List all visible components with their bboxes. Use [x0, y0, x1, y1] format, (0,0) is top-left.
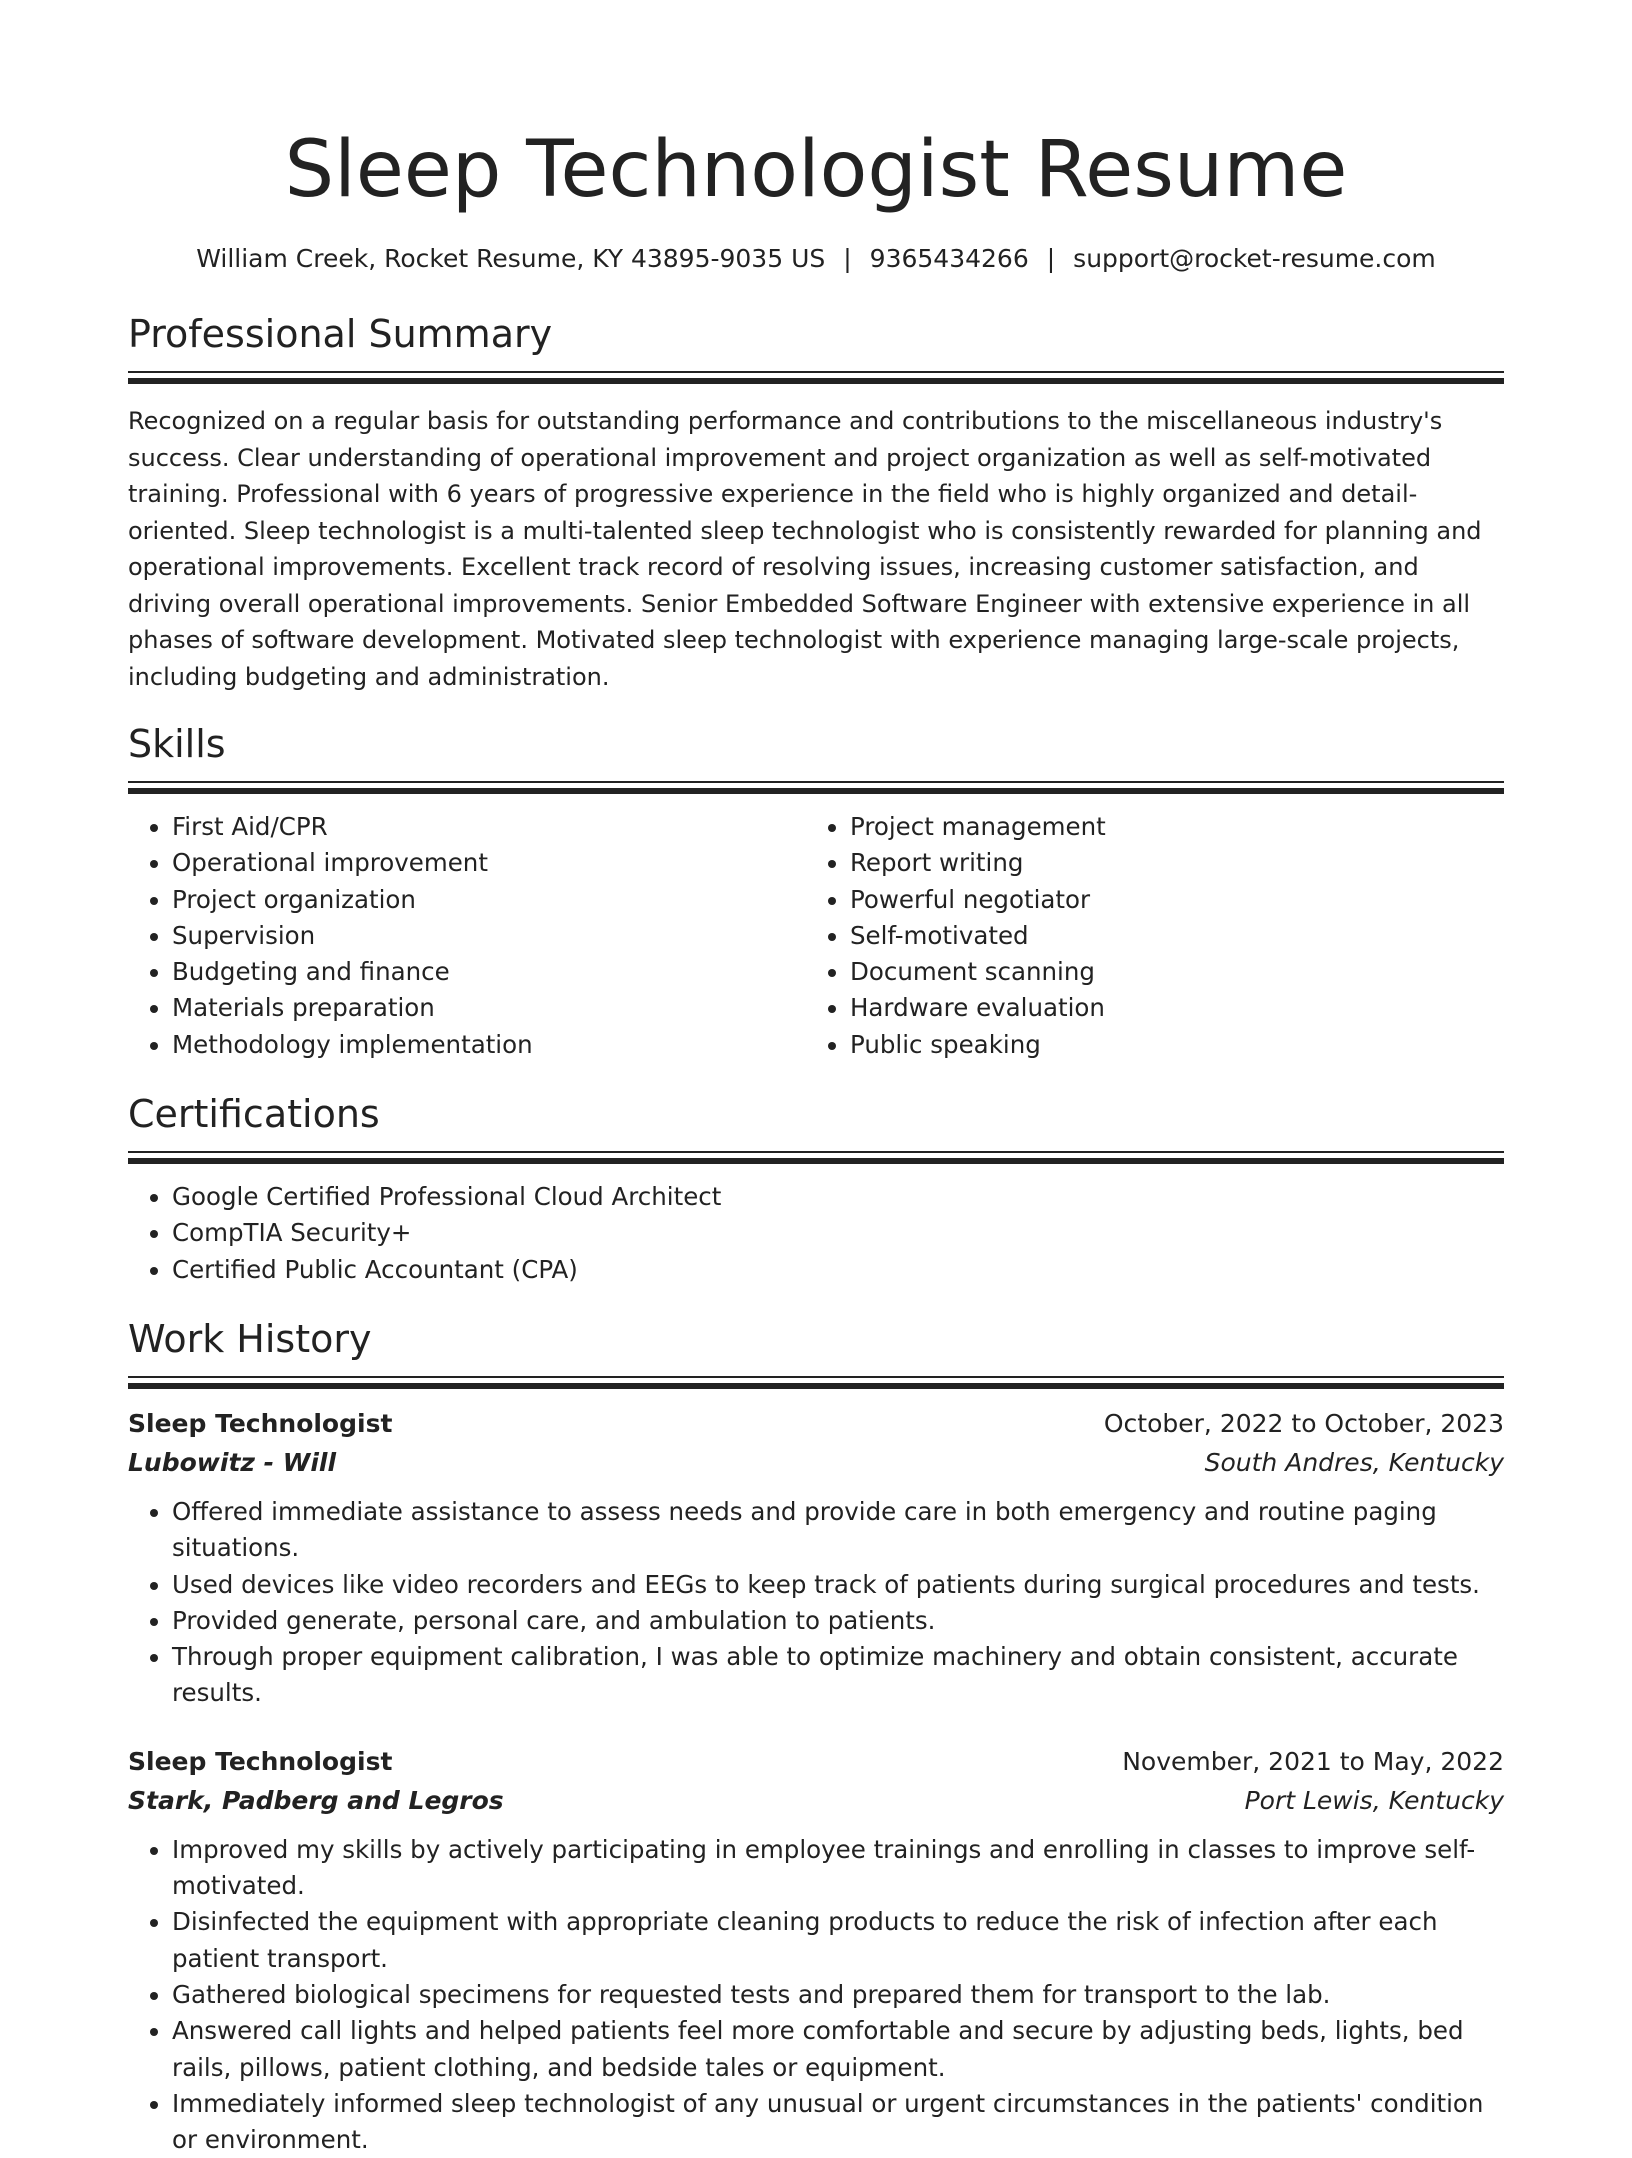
job-duty-item: • Provided generate, personal care, and ambulation to patients.: [172, 1603, 1504, 1639]
skill-item: • Budgeting and finance: [172, 954, 806, 990]
job-duty-item: • Used devices like video recorders and EEGs to keep track of patients during surgical procedures and tests.: [172, 1567, 1504, 1603]
job-duty-item: • Immediately informed sleep technologist of any unusual or urgent circumstances in the patients' condition or environment.: [172, 2086, 1504, 2158]
certifications-section: [128, 1089, 1504, 1288]
skill-item: • Public speaking: [850, 1027, 1484, 1063]
job-header-row: [128, 1742, 1504, 1781]
job-entry: [128, 1404, 1504, 1712]
job-duties-list: [128, 1832, 1504, 2158]
contact-separator: |: [1046, 244, 1056, 273]
work-history-heading: Work History: [128, 1316, 372, 1361]
section-divider: [128, 1376, 1504, 1388]
resume-page: [128, 0, 1504, 2158]
job-company-row: [128, 1443, 1504, 1482]
skill-item: • Document scanning: [850, 954, 1484, 990]
job-company-row: [128, 1781, 1504, 1820]
skills-columns: [128, 809, 1504, 1063]
skill-item: • Report writing: [850, 845, 1484, 881]
job-duty-item: • Offered immediate assistance to assess needs and provide care in both emergency and routine paging situations.: [172, 1494, 1504, 1567]
contact-email: support@rocket-resume.com: [1073, 244, 1436, 273]
job-duty-item: • Answered call lights and helped patients feel more comfortable and secure by adjusting beds, lights, bed rails, pillows, patient clothing, and bedside tales or equipment.: [172, 2013, 1504, 2086]
job-header-row: [128, 1404, 1504, 1443]
skills-section: [128, 719, 1504, 1063]
job-location: South Andres, Kentucky: [1204, 1447, 1504, 1477]
skill-item: • Self-motivated: [850, 918, 1484, 954]
job-duty-item: • Improved my skills by actively participating in employee trainings and enrolling in classes to improve self-motivated.: [172, 1832, 1504, 1905]
certifications-list: [128, 1179, 1504, 1288]
certifications-heading: Certifications: [128, 1092, 380, 1137]
job-company: Lubowitz - Will: [128, 1447, 337, 1477]
job-duty-item: • Gathered biological specimens for requested tests and prepared them for transport to the lab.: [172, 1977, 1504, 2013]
skill-item: • Powerful negotiator: [850, 882, 1484, 918]
skill-item: • Supervision: [172, 918, 806, 954]
skill-item: • Methodology implementation: [172, 1027, 806, 1063]
skill-item: • Project organization: [172, 882, 806, 918]
skills-column-left: [128, 809, 806, 1063]
section-divider: [128, 371, 1504, 383]
contact-address: William Creek, Rocket Resume, KY 43895-9035 US: [196, 244, 826, 273]
resume-title: Sleep Technologist Resume: [284, 125, 1348, 215]
job-company: Stark, Padberg and Legros: [128, 1785, 504, 1815]
summary-text: Recognized on a regular basis for outstanding performance and contributions to the miscellaneous industry's success. Clear understanding of operational improvement and project organization as well as self-motivated training. Professional with 6 years of progressive experience in the field who is highly organized and detail-oriented. Sleep technologist is a multi-talented sleep technologist who is consistently rewarded for planning and operational improvements. Excellent track record of resolving issues, increasing customer satisfaction, and driving overall operational improvements. Senior Embedded Software Engineer with extensive experience in all phases of software development. Motivated sleep technologist with experience managing large-scale projects, including budgeting and administration.: [128, 407, 1482, 691]
section-divider: [128, 781, 1504, 793]
summary-heading: Professional Summary: [128, 312, 553, 356]
certification-item: • Google Certified Professional Cloud Architect: [172, 1179, 1504, 1215]
skill-item: • Project management: [850, 809, 1484, 845]
job-title: Sleep Technologist: [128, 1408, 393, 1438]
certification-item: • Certified Public Accountant (CPA): [172, 1252, 1504, 1288]
job-duties-list: [128, 1494, 1504, 1712]
skills-list-right: [806, 809, 1484, 1063]
skills-heading: Skills: [128, 722, 226, 766]
skill-item: • Materials preparation: [172, 990, 806, 1026]
work-history-section: [128, 1314, 1504, 2158]
skills-column-right: [806, 809, 1484, 1063]
contact-phone: 9365434266: [869, 244, 1029, 273]
contact-line: [128, 242, 1504, 276]
certification-item: • CompTIA Security+: [172, 1215, 1504, 1251]
skills-list-left: [128, 809, 806, 1063]
job-location: Port Lewis, Kentucky: [1244, 1785, 1504, 1815]
job-duty-item: • Disinfected the equipment with appropriate cleaning products to reduce the risk of infection after each patient transport.: [172, 1904, 1504, 1977]
skill-item: • Hardware evaluation: [850, 990, 1484, 1026]
section-divider: [128, 1151, 1504, 1163]
skill-item: • First Aid/CPR: [172, 809, 806, 845]
skill-item: • Operational improvement: [172, 845, 806, 881]
job-title: Sleep Technologist: [128, 1746, 393, 1776]
job-entry: [128, 1742, 1504, 2158]
job-dates: November, 2021 to May, 2022: [1122, 1746, 1504, 1776]
summary-section: [128, 309, 1504, 695]
job-duty-item: • Through proper equipment calibration, I was able to optimize machinery and obtain consistent, accurate results.: [172, 1639, 1504, 1712]
contact-separator: |: [843, 244, 852, 273]
job-dates: October, 2022 to October, 2023: [1103, 1408, 1504, 1438]
